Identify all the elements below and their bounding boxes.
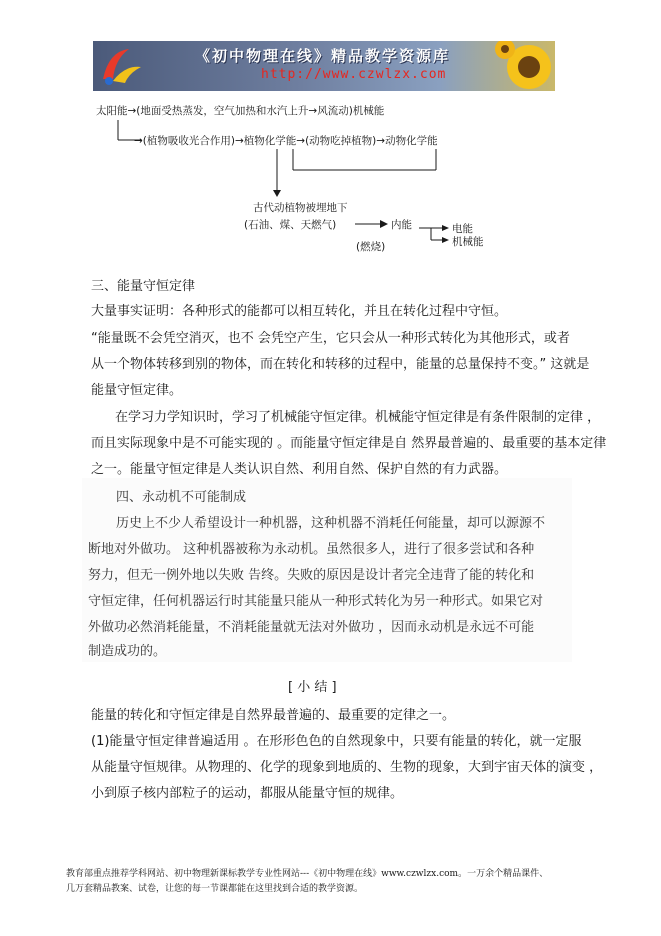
section3-paragraph-1: 大量事实证明：各种形式的能都可以相互转化，并且在转化过程中守恒。 <box>91 304 508 319</box>
diagram-fossil-2: (石油、煤、天燃气) <box>244 219 337 231</box>
section4-heading: 四、永动机不可能制成 <box>116 490 247 505</box>
footer-line-1: 教育部重点推荐学科网站、初中物理新课标教学专业性网站---《初中物理在线》www.czwlzx.com。一万余个精品课件、 <box>66 869 549 879</box>
summary-paragraph-1: 能量的转化和守恒定律是自然界最普遍的、最重要的定律之一。 <box>91 708 456 723</box>
section4-line-3: 努力，但无一例外地以失败 告终。失败的原因是设计者完全违背了能的转化和 <box>88 568 535 583</box>
diagram-internal-energy: 内能 <box>391 219 412 231</box>
sunflower-icon <box>485 41 555 91</box>
summary-p2-line-2: 从能量守恒规律。从物理的、化学的现象到地质的、生物的现象，大到宇宙天体的演变 ， <box>91 760 603 775</box>
header-title: 《初中物理在线》精品教学资源库 <box>195 47 451 65</box>
footer-line-2: 几万套精品教案、试卷，让您的每一节课都能在这里找到合适的教学资源。 <box>66 884 364 894</box>
header-url[interactable]: http://www.czwlzx.com <box>261 67 447 82</box>
section3-p2-line-3: 能量守恒定律。 <box>91 383 183 398</box>
diagram-line-2: →(植物吸收光合作用)→植物化学能→(动物吃掉植物)→动物化学能 <box>134 135 438 147</box>
header-banner <box>93 41 555 91</box>
section3-p3-line-1: 在学习力学知识时，学习了机械能守恒定律。机械能守恒定律是有条件限制的定律 ， <box>115 410 601 425</box>
summary-heading: [ 小 结 ] <box>288 680 337 695</box>
section4-line-2: 断地对外做功。 这种机器被称为永动机。虽然很多人，进行了很多尝试和各种 <box>88 542 535 557</box>
diagram-fossil-1: 古代动植物被埋地下 <box>253 202 348 214</box>
section3-p3-line-3: 之一。能量守恒定律是人类认识自然、利用自然、保护自然的有力武器。 <box>91 462 508 477</box>
section3-p2-line-2: 从一个物体转移到别的物体，而在转化和转移的过程中，能量的总量保持不变。” 这就是 <box>91 357 590 372</box>
section4-line-1: 历史上不少人希望设计一种机器，这种机器不消耗任何能量，却可以源源不 <box>116 516 546 531</box>
section3-p2-line-1: “能量既不会凭空消灭，也不 会凭空产生，它只会从一种形式转化为其他形式，或者 <box>91 331 570 346</box>
summary-p2-line-1: (1)能量守恒定律普遍适用 。在形形色色的自然现象中，只要有能量的转化，就一定服 <box>91 734 582 749</box>
site-logo-icon <box>99 45 143 87</box>
diagram-burning: (燃烧) <box>356 241 386 253</box>
section4-line-5: 外做功必然消耗能量，不消耗能量就无法对外做功 ，因而永动机是永远不可能 <box>88 620 535 635</box>
summary-p2-line-3: 小到原子核内部粒子的运动，都服从能量守恒的规律。 <box>91 786 404 801</box>
diagram-mechanical-energy: 机械能 <box>452 236 484 248</box>
section3-p3-line-2: 而且实际现象中是不可能实现的 。而能量守恒定律是自 然界最普遍的、最重要的基本定律 <box>91 436 607 451</box>
section4-line-4: 守恒定律，任何机器运行时其能量只能从一种形式转化为另一种形式。如果它对 <box>88 594 544 609</box>
diagram-line-1: 太阳能→(地面受热蒸发，空气加热和水汽上升→风流动)机械能 <box>96 105 385 117</box>
section4-line-6: 制造成功的。 <box>88 644 167 659</box>
section3-heading: 三、能量守恒定律 <box>91 279 196 294</box>
diagram-electric-energy: 电能 <box>452 223 473 235</box>
